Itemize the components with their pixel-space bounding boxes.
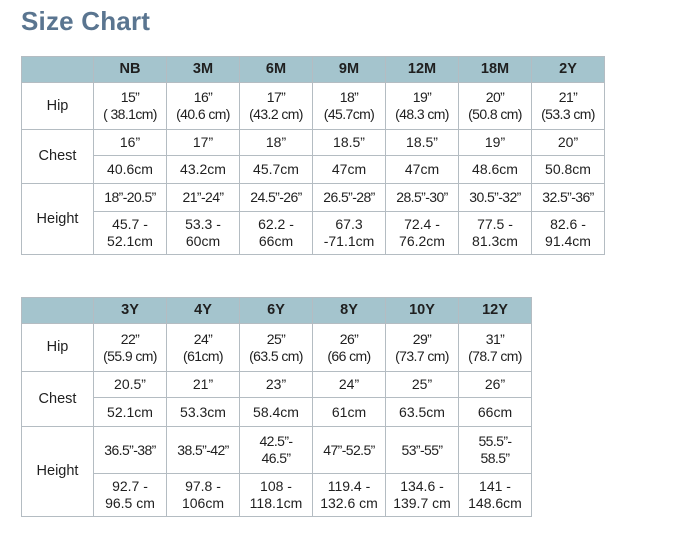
cell-line: 82.6 -	[550, 216, 586, 232]
chest-inch-cell: 16”	[94, 130, 167, 156]
cell-line: 53”-55”	[401, 441, 443, 458]
height-cm-cell	[459, 212, 532, 255]
height-cm-cell	[240, 212, 313, 255]
cell-line: 20”	[485, 89, 505, 105]
cell-line: 91.4cm	[545, 233, 591, 249]
cell-line: 67.3	[335, 216, 363, 232]
row-label-chest: Chest	[22, 130, 94, 184]
chest-cm-cell: 58.4cm	[240, 398, 313, 427]
hip-cell	[386, 324, 459, 372]
chest-inch-cell: 23”	[240, 372, 313, 398]
chest-inch-cell: 26”	[459, 372, 532, 398]
height-inch-cell: 32.5”-36”	[532, 184, 605, 212]
chest-cm-cell: 53.3cm	[167, 398, 240, 427]
hip-cell	[167, 324, 240, 372]
chest-inch-cell: 18.5”	[386, 130, 459, 156]
chest-cm-cell: 50.8cm	[532, 156, 605, 184]
column-header-6m: 6M	[240, 57, 313, 83]
cell-line: 92.7 -	[112, 478, 148, 494]
cell-line: 53.3 -	[185, 216, 221, 232]
chest-inch-cell: 20.5”	[94, 372, 167, 398]
height-cm-cell	[167, 212, 240, 255]
row-label-hip: Hip	[22, 83, 94, 130]
chest-cm-cell: 66cm	[459, 398, 532, 427]
hip-cell	[240, 324, 313, 372]
size-table-infant	[21, 56, 605, 255]
hip-cell	[313, 83, 386, 130]
cell-line: 47”-52.5”	[323, 441, 375, 458]
table-row-height-cm	[22, 474, 532, 517]
cell-line: (50.8 cm)	[468, 106, 522, 122]
cell-line: 45.7 -	[112, 216, 148, 232]
cell-line: 139.7 cm	[393, 495, 451, 511]
chest-cm-cell: 48.6cm	[459, 156, 532, 184]
column-header-12y: 12Y	[459, 298, 532, 324]
chest-cm-cell: 47cm	[313, 156, 386, 184]
height-cm-cell	[459, 474, 532, 517]
cell-line: 18”	[339, 89, 359, 105]
height-cm-cell	[532, 212, 605, 255]
height-cm-cell	[240, 474, 313, 517]
cell-line: (66 cm)	[327, 347, 371, 364]
height-cm-cell	[313, 474, 386, 517]
chest-cm-cell: 52.1cm	[94, 398, 167, 427]
cell-line: -71.1cm	[323, 233, 375, 249]
column-header-nb: NB	[94, 57, 167, 83]
cell-line: 58.5”	[480, 450, 510, 466]
cell-line: 62.2 -	[258, 216, 294, 232]
cell-line: (61cm)	[183, 347, 223, 364]
height-inch-cell: 21”-24”	[167, 184, 240, 212]
cell-line: (63.5 cm)	[249, 347, 303, 364]
cell-line: (73.7 cm)	[395, 347, 449, 364]
column-header-3m: 3M	[167, 57, 240, 83]
cell-line: (78.7 cm)	[468, 347, 522, 364]
cell-line: 36.5”-38”	[104, 441, 156, 458]
chest-inch-cell: 21”	[167, 372, 240, 398]
hip-cell	[313, 324, 386, 372]
cell-line: 19”	[412, 89, 432, 105]
height-inch-cell	[94, 427, 167, 474]
chest-inch-cell: 25”	[386, 372, 459, 398]
chest-cm-cell: 40.6cm	[94, 156, 167, 184]
height-inch-cell	[313, 427, 386, 474]
cell-line: 25”	[266, 330, 286, 347]
height-inch-cell	[167, 427, 240, 474]
height-inch-cell: 28.5”-30”	[386, 184, 459, 212]
height-inch-cell: 18”-20.5”	[94, 184, 167, 212]
column-header-4y: 4Y	[167, 298, 240, 324]
hip-cell	[94, 83, 167, 130]
row-label-hip: Hip	[22, 324, 94, 372]
cell-line: 132.6 cm	[320, 495, 378, 511]
hip-cell	[386, 83, 459, 130]
hip-cell	[459, 83, 532, 130]
column-header-3y: 3Y	[94, 298, 167, 324]
column-header-8y: 8Y	[313, 298, 386, 324]
height-inch-cell: 26.5”-28”	[313, 184, 386, 212]
cell-line: 108 -	[260, 478, 292, 494]
column-header-18m: 18M	[459, 57, 532, 83]
cell-line: 141 -	[479, 478, 511, 494]
cell-line: 72.4 -	[404, 216, 440, 232]
hip-cell	[532, 83, 605, 130]
cell-line: 55.5”-	[478, 433, 512, 449]
row-label-height: Height	[22, 427, 94, 517]
cell-line: 76.2cm	[399, 233, 445, 249]
hip-cell	[240, 83, 313, 130]
chest-inch-cell: 18.5”	[313, 130, 386, 156]
height-cm-cell	[313, 212, 386, 255]
height-cm-cell	[94, 212, 167, 255]
cell-line: 31”	[485, 330, 505, 347]
height-cm-cell	[386, 474, 459, 517]
height-cm-cell	[167, 474, 240, 517]
size-table-child	[21, 297, 532, 517]
hip-cell	[459, 324, 532, 372]
header-corner	[22, 298, 94, 324]
cell-line: 22”	[120, 330, 140, 347]
table-row-hip	[22, 324, 532, 372]
column-header-2y: 2Y	[532, 57, 605, 83]
cell-line: 81.3cm	[472, 233, 518, 249]
chest-inch-cell: 17”	[167, 130, 240, 156]
cell-line: 66cm	[258, 233, 294, 249]
chest-cm-cell: 63.5cm	[386, 398, 459, 427]
page-title: Size Chart	[21, 6, 151, 36]
height-inch-cell	[240, 427, 313, 474]
table-row-hip	[22, 83, 605, 130]
cell-line: 148.6cm	[468, 495, 522, 511]
column-header-12m: 12M	[386, 57, 459, 83]
cell-line: ( 38.1cm)	[103, 106, 157, 122]
height-inch-cell	[459, 427, 532, 474]
chest-cm-cell: 45.7cm	[240, 156, 313, 184]
column-header-10y: 10Y	[386, 298, 459, 324]
cell-line: 96.5 cm	[105, 495, 155, 511]
height-inch-cell: 24.5”-26”	[240, 184, 313, 212]
column-header-9m: 9M	[313, 57, 386, 83]
chest-inch-cell: 19”	[459, 130, 532, 156]
hip-cell	[94, 324, 167, 372]
table-row-height-cm	[22, 212, 605, 255]
height-cm-cell	[386, 212, 459, 255]
height-inch-cell: 30.5”-32”	[459, 184, 532, 212]
table-row-height-in	[22, 184, 605, 212]
header-row	[22, 298, 532, 324]
cell-line: 134.6 -	[400, 478, 444, 494]
chest-inch-cell: 24”	[313, 372, 386, 398]
cell-line: (43.2 cm)	[249, 106, 303, 122]
cell-line: (53.3 cm)	[541, 106, 595, 122]
cell-line: 118.1cm	[249, 495, 303, 511]
chest-inch-cell: 20”	[532, 130, 605, 156]
cell-line: 60cm	[185, 233, 221, 249]
cell-line: 38.5”-42”	[177, 441, 229, 458]
cell-line: 15”	[120, 89, 140, 105]
cell-line: (40.6 cm)	[176, 106, 230, 122]
row-label-height: Height	[22, 184, 94, 255]
cell-line: (45.7cm)	[323, 106, 375, 122]
table-row-height-in	[22, 427, 532, 474]
cell-line: (48.3 cm)	[395, 106, 449, 122]
cell-line: 21”	[558, 89, 578, 105]
cell-line: 24”	[193, 330, 213, 347]
cell-line: 16”	[193, 89, 213, 105]
cell-line: 46.5”	[261, 450, 291, 466]
cell-line: 106cm	[181, 495, 225, 511]
chest-cm-cell: 43.2cm	[167, 156, 240, 184]
cell-line: 17”	[266, 89, 286, 105]
header-row	[22, 57, 605, 83]
cell-line: 26”	[339, 330, 359, 347]
chest-inch-cell: 18”	[240, 130, 313, 156]
cell-line: 97.8 -	[185, 478, 221, 494]
cell-line: 29”	[412, 330, 432, 347]
table-row-chest-in	[22, 130, 605, 156]
cell-line: 52.1cm	[107, 233, 153, 249]
table-row-chest-cm	[22, 398, 532, 427]
chest-cm-cell: 47cm	[386, 156, 459, 184]
height-cm-cell	[94, 474, 167, 517]
cell-line: 42.5”-	[259, 433, 293, 449]
column-header-6y: 6Y	[240, 298, 313, 324]
row-label-chest: Chest	[22, 372, 94, 427]
table-row-chest-cm	[22, 156, 605, 184]
cell-line: (55.9 cm)	[103, 347, 157, 364]
table-row-chest-in	[22, 372, 532, 398]
cell-line: 77.5 -	[477, 216, 513, 232]
header-corner	[22, 57, 94, 83]
hip-cell	[167, 83, 240, 130]
cell-line: 119.4 -	[327, 478, 371, 494]
chest-cm-cell: 61cm	[313, 398, 386, 427]
height-inch-cell	[386, 427, 459, 474]
